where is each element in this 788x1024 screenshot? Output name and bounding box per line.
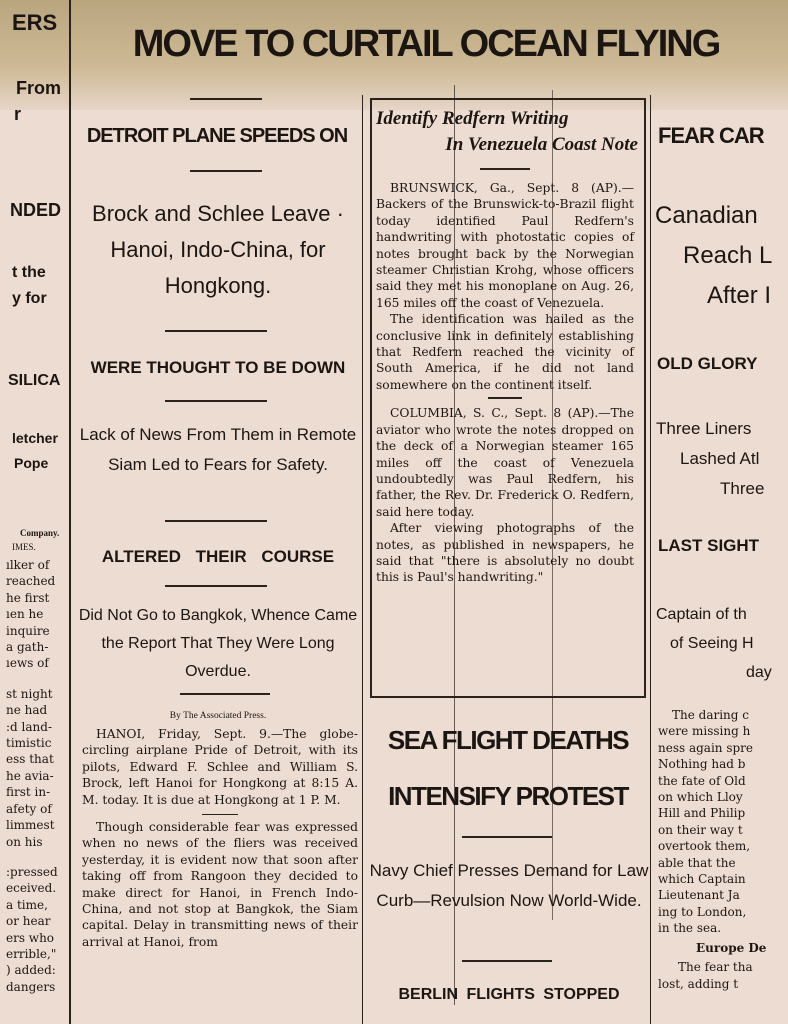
left-deck-fragment: From [16, 78, 61, 98]
redfern-headline: Identify Redfern Writing In Venezuela Coast Note [376, 108, 638, 155]
paragraph: HANOI, Friday, Sept. 9.—The globe-circling airplane Pride of Detroit, with its pilots, Edward F. Schlee and William S. Brock, left Hanoi for Hongkong at 8:15 A. M. today. It is due at Hongkong at 1 P. M. [82, 727, 358, 807]
right-deck-1: Canadian Reach L After I [655, 202, 773, 309]
divider [480, 168, 530, 170]
detroit-body [82, 726, 358, 950]
divider [180, 693, 270, 695]
sea-headline: SEA FLIGHT DEATHS INTENSIFY PROTEST [387, 725, 629, 811]
left-deck-fragment: r [14, 104, 22, 124]
detroit-deck-4: ALTERED THEIR COURSE [101, 547, 335, 566]
left-credit: IMES. [12, 542, 36, 552]
column-rule [362, 95, 363, 1024]
left-deck-fragment: Pope [14, 455, 49, 471]
left-credit: Company. [20, 528, 60, 538]
paragraph: BRUNSWICK, Ga., Sept. 8 (AP).—Backers of the Brunswick-to-Brazil flight today identified Paul Redfern's handwriting with photostatic copies of notes brought back by the Norwegian steamer Christian Krohg, whose officers said they met his monoplane on Aug. 26, 165 miles off the coast of Venezuela. [376, 181, 634, 310]
redfern-body [376, 180, 634, 586]
left-deck-fragment: t the [12, 264, 46, 281]
right-body-fragment: The daring c were missing h ness again spre Nothing had b the fate of Old on which Lloy Hill and Philip on their way t overtook them, able that the which Captain Lieutenant Ja ing to London, in the sea. Europe De The fear tha lost, adding t [658, 707, 786, 992]
right-deck-4: LAST SIGHT [658, 536, 760, 555]
detroit-deck-2: WERE THOUGHT TO BE DOWN [90, 358, 346, 377]
left-deck-fragment: NDED [10, 200, 62, 220]
divider [462, 836, 552, 838]
left-deck-fragment: y for [12, 290, 47, 307]
banner-headline: MOVE TO CURTAIL OCEAN FLYING [132, 23, 720, 65]
divider [165, 585, 267, 587]
divider [165, 520, 267, 522]
paragraph: COLUMBIA, S. C., Sept. 8 (AP).—The aviator who wrote the notes dropped on the deck of a Norwegian steamer 165 miles off the coast of Venezuela undoubtedly was Paul Redfern, his father, the Rev. Dr. Frederick O. Redfern, said here today. [376, 406, 634, 519]
detroit-deck-3: Lack of News From Them in Remote Siam Led to Fears for Safety. [79, 425, 357, 474]
right-headline-fragment: FEAR CAR [658, 123, 764, 148]
divider [190, 98, 262, 100]
right-deck-2: OLD GLORY [657, 354, 758, 373]
column-rule [650, 95, 651, 1024]
divider [202, 814, 238, 815]
paragraph: The identification was hailed as the conclusive link in definitely establishing that Redfern reached the vicinity of South America, if he did not land somewhere on the continent itself. [376, 312, 634, 392]
right-deck-5: Captain of th of Seeing H day [656, 606, 772, 681]
left-headline-fragment: ERS [12, 10, 58, 35]
divider [165, 330, 267, 332]
paragraph: After viewing photographs of the notes, as published in newspapers, he said that "there is absolutely no doubt this is Paul's handwriting." [376, 521, 634, 585]
detroit-deck-5: Did Not Go to Bangkok, Whence Came the Report That They Were Long Overdue. [78, 607, 358, 680]
divider [165, 400, 267, 402]
right-subhead: Europe De [696, 940, 767, 955]
right-deck-3: Three Liners Lashed Atl Three [656, 419, 765, 498]
divider [462, 960, 552, 962]
detroit-deck-1: Brock and Schlee Leave · Hanoi, Indo-China, for Hongkong. [92, 201, 344, 298]
divider [190, 170, 262, 172]
paragraph: Though considerable fear was expressed when no news of the fliers was received yesterday, it is evident now that soon after taking off from Rangoon they decided to make direct for Hanoi, in French Indo-China, and not stop at Bangkok, the Siam capital. Delay in transmitting news of their arrival at Hanoi, from [82, 820, 358, 949]
byline: By The Associated Press. [169, 711, 267, 721]
sea-deck: Navy Chief Presses Demand for Law Curb—Revulsion Now World-Wide. [369, 861, 649, 910]
left-body-fragment: ılker of reached he first ıen he inquire a gath- ıews of st night ne had :d land- timistic ess that he avia- first in- afety of limmest on his :pressed eceived. a time, or hear ers who errible," ) added: dangers [6, 558, 58, 994]
sea-subhead: BERLIN FLIGHTS STOPPED [398, 986, 620, 1003]
divider [488, 397, 522, 399]
left-deck-fragment: SILICA [8, 372, 61, 389]
detroit-headline: DETROIT PLANE SPEEDS ON [86, 125, 348, 147]
column-rule [69, 0, 71, 1024]
left-deck-fragment: letcher [12, 430, 58, 446]
